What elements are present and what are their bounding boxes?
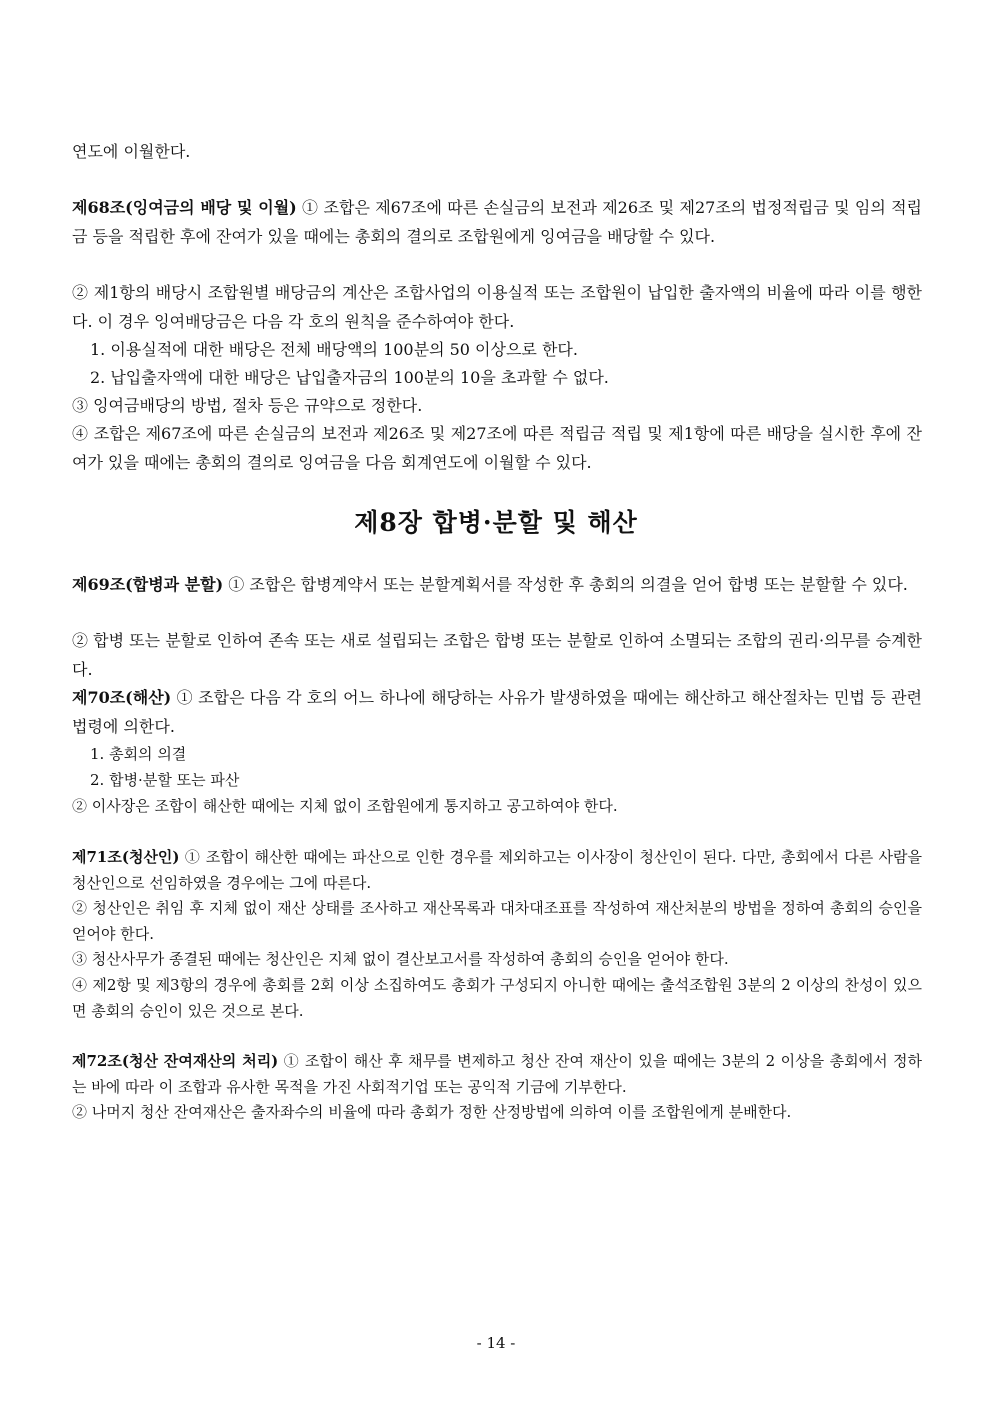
article-70-item-2: 2. 합병·분할 또는 파산 [90, 771, 240, 789]
article-69-paragraph-1 [72, 571, 922, 600]
article-68-clause-2: ② 제1항의 배당시 조합원별 배당금의 계산은 조합사업의 이용실적 또는 조합원이 납입한 출자액의 비율에 따라 이를 행한다. 이 경우 잉여배당금은 다음 각 호의 원칙을 준수하여야 한다. [72, 283, 922, 331]
article-71-clause-1: ① 조합이 해산한 때에는 파산으로 인한 경우를 제외하고는 이사장이 청산인이 된다. 다만, 총회에서 다른 사람을 청산인으로 선임하였을 경우에는 그에 따른다. [72, 848, 922, 892]
article-72-clause-2: ② 나머지 청산 잔여재산은 출자좌수의 비율에 따라 총회가 정한 산정방법에 의하여 이를 조합원에게 분배한다. [72, 1103, 792, 1121]
article-72-heading: 제72조(청산 잔여재산의 처리) [72, 1052, 279, 1070]
article-69-clause-2: ② 합병 또는 분할로 인하여 존속 또는 새로 설립되는 조합은 합병 또는 분할로 인하여 소멸되는 조합의 권리·의무를 승계한다. [72, 631, 922, 679]
page-number: - 14 - [476, 1334, 516, 1352]
article-69-heading: 제69조(합병과 분할) [72, 575, 224, 594]
article-71-clause-3: ③ 청산사무가 종결된 때에는 청산인은 지체 없이 결산보고서를 작성하여 총회의 승인을 얻어야 한다. [72, 950, 729, 968]
article-70-clause-2: ② 이사장은 조합이 해산한 때에는 지체 없이 조합원에게 통지하고 공고하여야 한다. [72, 797, 618, 815]
chapter-title: 제8장 합병·분할 및 해산 [354, 508, 638, 537]
article-71-paragraph-1 [72, 844, 922, 896]
article-71-clause-4: ④ 제2항 및 제3항의 경우에 총회를 2회 이상 소집하여도 총회가 구성되지 아니한 때에는 출석조합원 3분의 2 이상의 찬성이 있으면 총회의 승인이 있은 것으로 본다. [72, 976, 922, 1020]
article-70-heading: 제70조(해산) [72, 688, 172, 707]
article-69-clause-1: ① 조합은 합병계약서 또는 분할계획서를 작성한 후 총회의 의결을 얻어 합병 또는 분할할 수 있다. [223, 575, 908, 594]
article-68-paragraph-1 [72, 194, 922, 251]
article-70-clause-1: ① 조합은 다음 각 호의 어느 하나에 해당하는 사유가 발생하였을 때에는 해산하고 해산절차는 민법 등 관련 법령에 의한다. [72, 688, 922, 736]
article-71-clause-2: ② 청산인은 취임 후 지체 없이 재산 상태를 조사하고 재산목록과 대차대조표를 작성하여 재산처분의 방법을 정하여 총회의 승인을 얻어야 한다. [72, 899, 922, 943]
article-68-heading: 제68조(잉여금의 배당 및 이월) [72, 198, 297, 217]
article-68-clause-4: ④ 조합은 제67조에 따른 손실금의 보전과 제26조 및 제27조에 따른 적립금 적립 및 제1항에 따른 배당을 실시한 후에 잔여가 있을 때에는 총회의 결의로 잉여금을 다음 회계연도에 이월할 수 있다. [72, 424, 922, 472]
continued-line: 연도에 이월한다. [72, 142, 191, 161]
article-71-heading: 제71조(청산인) [72, 848, 180, 866]
article-72-clause-1: ① 조합이 해산 후 채무를 변제하고 청산 잔여 재산이 있을 때에는 3분의 2 이상을 총회에서 정하는 바에 따라 이 조합과 유사한 목적을 가진 사회적기업 또는 공익적 기금에 기부한다. [72, 1052, 922, 1096]
article-70-paragraph-1 [72, 684, 922, 741]
article-68-clause-1: ① 조합은 제67조에 따른 손실금의 보전과 제26조 및 제27조의 법정적립금 및 임의 적립금 등을 적립한 후에 잔여가 있을 때에는 총회의 결의로 조합원에게 잉여금을 배당할 수 있다. [72, 198, 922, 246]
article-72-paragraph-1 [72, 1048, 922, 1100]
article-68-clause-3: ③ 잉여금배당의 방법, 절차 등은 규약으로 정한다. [72, 396, 423, 415]
article-68-item-2: 2. 납입출자액에 대한 배당은 납입출자금의 100분의 10을 초과할 수 없다. [90, 368, 609, 387]
article-68-item-1: 1. 이용실적에 대한 배당은 전체 배당액의 100분의 50 이상으로 한다. [90, 340, 578, 359]
article-70-item-1: 1. 총회의 의결 [90, 745, 187, 763]
